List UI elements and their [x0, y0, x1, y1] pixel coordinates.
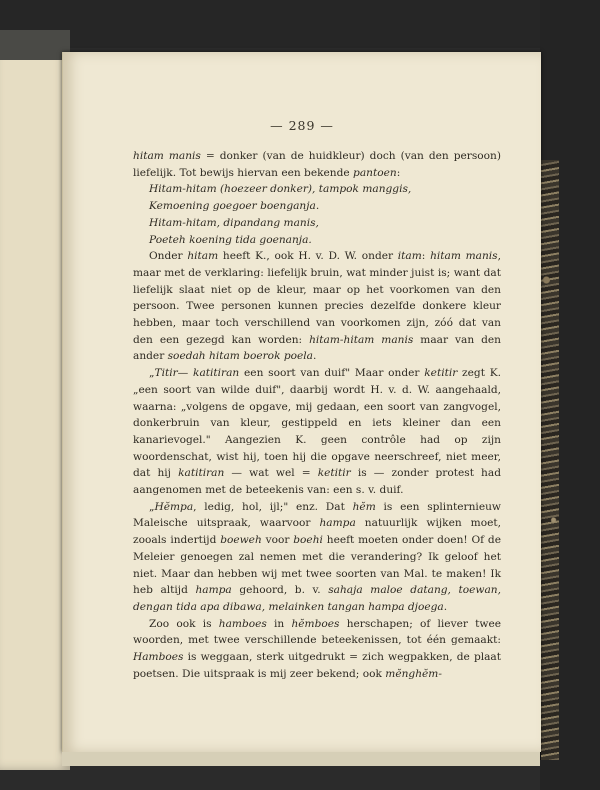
text-run: Hitam-hitam (hoezeer donker), tampok manggis, [149, 183, 412, 196]
italic-term: Hamboes [133, 651, 184, 664]
italic-term: hitam manis [133, 150, 201, 162]
text-run: Onder [149, 250, 188, 263]
text-run: Hitam-hitam, dipandang manis, [149, 216, 319, 229]
text-run: : [421, 250, 431, 263]
italic-term: hamboes [218, 617, 267, 630]
text-run: „ [149, 500, 155, 513]
text-run: Kemoening goegoer boenganja. [149, 200, 320, 213]
paragraph [133, 365, 501, 499]
italic-term: hampa [195, 584, 232, 597]
text-run: . [443, 600, 448, 613]
text-run: : [396, 166, 401, 179]
text-run: voor [261, 534, 294, 547]
text-run: is — zonder protest had aangenomen met de beteekenis van: een s. v. duif. [133, 467, 501, 497]
text-run: is weggaan, sterk uitgedrukt = zich wegpakken, de plaat poetsen. Die uitspraak is mij zeer bekend; ook [133, 651, 501, 680]
verse-line [133, 215, 501, 232]
text-run: = donker (van de huidkleur) doch (van den persoon) liefelijk. Tot bewijs hiervan een bekende [133, 150, 501, 179]
italic-term: mĕnghĕm- [385, 667, 442, 680]
italic-term: hitam [187, 250, 219, 263]
paragraph [133, 148, 501, 181]
italic-term: ketitir [317, 467, 351, 480]
italic-term: itam [397, 250, 422, 263]
text-run: gehoord, b. v. [231, 584, 329, 597]
document-page [62, 52, 541, 752]
marbled-cover-edge [540, 160, 559, 760]
italic-term: katitiran [193, 367, 240, 380]
italic-term: boeweh [220, 534, 262, 547]
text-run: — [177, 367, 194, 380]
page-bottom-edge [62, 752, 540, 766]
italic-term: hĕmboes [291, 617, 340, 630]
italic-term: ketitir [424, 367, 458, 380]
page-number: — 289 — [270, 118, 334, 133]
italic-term: Hĕmpa [154, 500, 194, 513]
body-text [133, 148, 501, 683]
book-spine [0, 30, 70, 60]
italic-term: sahaja maloe datang, toewan, dengan tida apa dibawa, melainken tangan hampa djoega [133, 584, 501, 613]
text-run: heeft moeten onder doen! Of de Meleier genoegen zal nemen met die verandering? Ik geloof het niet. Maar dan hebben wij met twee soorten van Mal. te maken! Ik heb altijd [133, 534, 501, 597]
text-run: is een splinternieuw Maleische uitspraak, waarvoor [133, 500, 501, 530]
text-run: zegt K. „een soort van wilde duif", daarbij wordt H. v. d. W. aangehaald, waarna: „volgens de opgave, mij gedaan, een soort van zangvogel, donkerbruin van kleur, gestippeld en iets kleiner dan een kanarievogel." Aangezien K. geen contrôle had op zijn woordenschat, wist hij, toen hij die opgave neerschreef, niet meer, dat hij [133, 367, 501, 480]
text-run: , maar met de verklaring: liefelijk bruin, wat minder juist is; want dat liefelijk slaat niet op de kleur, maar op het voorkomen van den persoon. Twee personen kunnen precies dezelfde donkere kleur hebben, maar toch verschillend van voorkomen zijn, zóó dat van den een gezegd kan worden: [133, 250, 501, 346]
italic-term: katitiran [178, 467, 225, 480]
italic-term: hĕm [352, 500, 376, 513]
italic-term: pantoen [353, 166, 397, 179]
text-run: . [312, 350, 317, 363]
text-run: maar van den ander [133, 333, 501, 363]
italic-term: soedah hitam boerok poela [167, 350, 313, 363]
text-run: een soort van duif" Maar onder [239, 367, 425, 380]
italic-term: boehi [293, 534, 323, 547]
italic-term: hitam manis [430, 250, 498, 263]
verse-line [133, 232, 501, 249]
text-run: heeft K., ook H. v. D. W. onder [218, 250, 398, 263]
italic-term: hitam-hitam manis [309, 333, 414, 346]
left-book-page [0, 30, 70, 770]
text-run: , ledig, hol, ijl;" enz. Dat [193, 500, 353, 513]
text-run: natuurlijk wijken moet, zooals indertijd [133, 517, 502, 547]
text-run: „ [149, 367, 155, 380]
paragraph [133, 248, 501, 365]
verse-line [133, 181, 501, 198]
background-top [0, 0, 600, 48]
text-run: in [266, 617, 292, 630]
text-run: herschapen; of liever twee woorden, met twee verschillende beteekenissen, tot één gemaakt: [133, 617, 501, 647]
paragraph [133, 499, 501, 616]
text-run: Zoo ook is [149, 617, 219, 630]
verse-line [133, 198, 501, 215]
text-run: Poeteh koening tida goenanja. [149, 233, 312, 246]
paragraph [133, 616, 501, 683]
italic-term: hampa [319, 517, 356, 530]
italic-term: Titir [154, 367, 178, 380]
text-run: — wat wel = [224, 467, 318, 480]
